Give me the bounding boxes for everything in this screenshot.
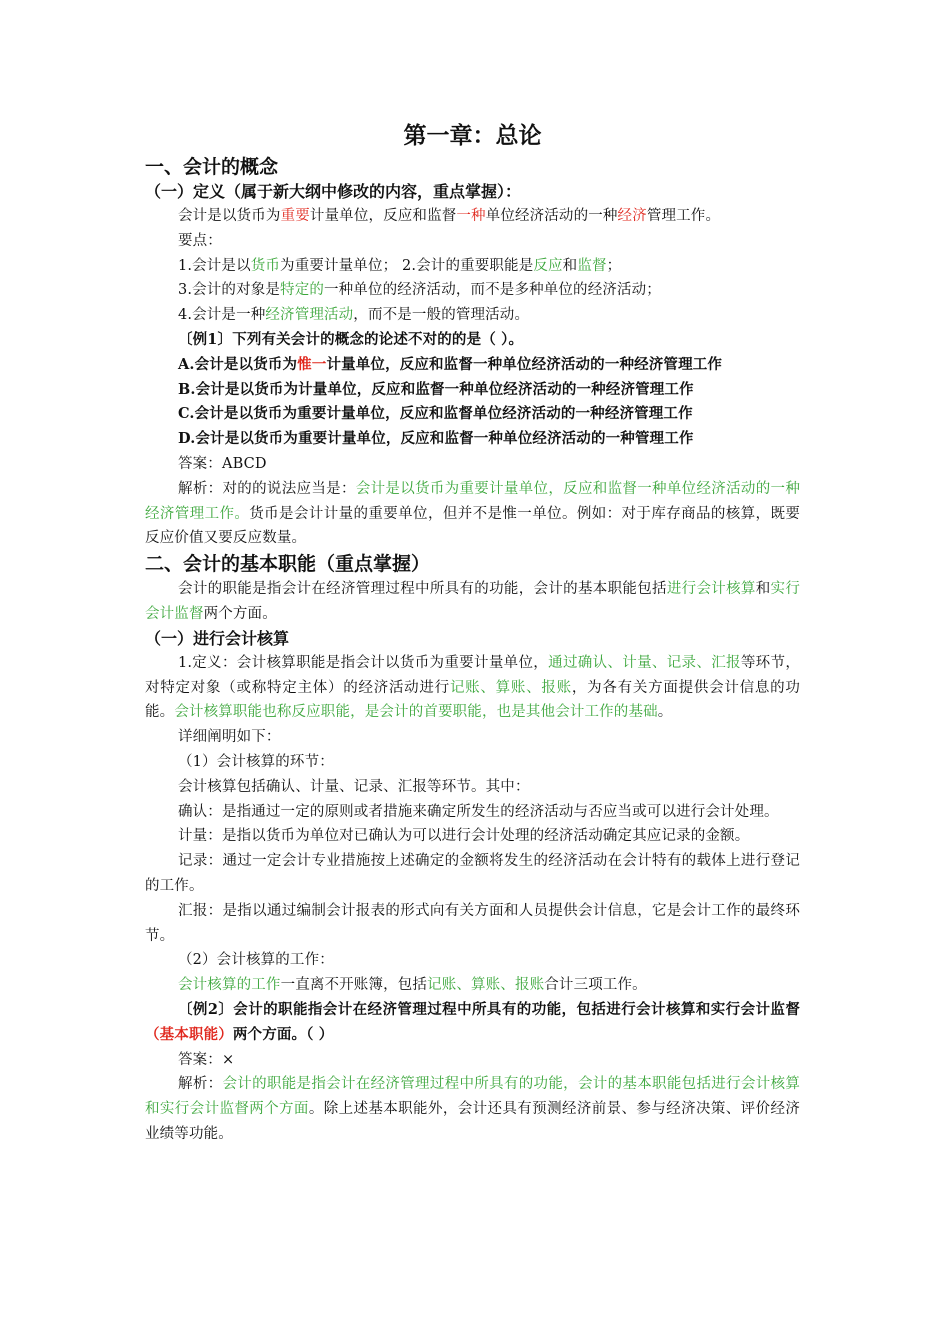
example-1-option-c: C.会计是以货币为重要计量单位，反应和监督单位经济活动的一种经济管理工作 — [178, 405, 693, 423]
points-label: 要点： — [178, 232, 222, 249]
subsection-heading-accounting: （一）进行会计核算 — [145, 628, 290, 648]
step-2-heading: （2）会计核算的工作： — [178, 952, 334, 969]
detail-label: 详细阐明如下： — [178, 729, 281, 746]
functions-intro: 会计的职能是指会计在经济管理过程中所具有的功能，会计的基本职能包括进行会计核算和实行会计监督两个方面。 — [145, 581, 801, 622]
point-1-2: 1.会计是以货币为重要计量单位； 2.会计的重要职能是反应和监督； — [178, 257, 622, 274]
chapter-title: 第一章：总论 — [403, 122, 542, 149]
section-heading-functions: 二、会计的基本职能（重点掌握） — [145, 553, 431, 576]
step-report: 汇报：是指以通过编制会计报表的形式向有关方面和人员提供会计信息，它是会计工作的最终环节。 — [145, 902, 800, 944]
example-1-question: 〔例1〕下列有关会计的概念的论述不对的的是（ ）。 — [178, 330, 524, 348]
point-4: 4.会计是一种经济管理活动，而不是一般的管理活动。 — [178, 307, 530, 324]
example-1-answer: 答案：ABCD — [178, 455, 267, 472]
example-1-option-d: D.会计是以货币为重要计量单位，反应和监督一种单位经济活动的一种管理工作 — [178, 430, 694, 448]
definition-paragraph: 会计是以货币为重要计量单位，反应和监督一种单位经济活动的一种经济管理工作。 — [178, 208, 721, 224]
example-2-analysis: 解析：会计的职能是指会计在经济管理过程中所具有的功能，会计的基本职能包括进行会计核算和实行会计监督两个方面。除上述基本职能外，会计还具有预测经济前景、参与经济决策、评价经济业绩等功能。 — [145, 1076, 800, 1142]
accounting-work: 会计核算的工作一直离不开账簿，包括记账、算账、报账合计三项工作。 — [178, 977, 647, 994]
steps-intro: 会计核算包括确认、计量、记录、汇报等环节。其中： — [178, 778, 530, 795]
example-1-analysis: 解析：对的的说法应当是：会计是以货币为重要计量单位，反应和监督一种单位经济活动的一种经济管理工作。货币是会计计量的重要单位，但并不是惟一单位。例如：对于库存商品的核算，既要反应价值又要反应数量。 — [145, 480, 800, 547]
accounting-definition: 1.定义：会计核算职能是指会计以货币为重要计量单位，通过确认、计量、记录、汇报等环节，对特定对象（或称特定主体）的经济活动进行记账、算账、报账，为各有关方面提供会计信息的功能。会计核算职能也称反应职能，是会计的首要职能，也是其他会计工作的基础。 — [145, 654, 801, 721]
example-2-question: 〔例2〕会计的职能指会计在经济管理过程中所具有的功能，包括进行会计核算和实行会计监督（基本职能）两个方面。（ ） — [145, 1000, 800, 1043]
section-heading-concept: 一、会计的概念 — [145, 156, 279, 178]
subsection-heading-definition: （一）定义（属于新大纲中修改的内容，重点掌握）： — [145, 182, 522, 201]
step-record: 记录：通过一定会计专业措施按上述确定的金额将发生的经济活动在会计特有的载体上进行登记的工作。 — [145, 853, 800, 894]
example-2-answer: 答案：× — [178, 1051, 235, 1068]
example-1-option-a: A.会计是以货币为惟一计量单位，反应和监督一种单位经济活动的一种经济管理工作 — [178, 355, 723, 373]
step-measure: 计量：是指以货币为单位对已确认为可以进行会计处理的经济活动确定其应记录的金额。 — [178, 828, 750, 845]
document-page — [145, 120, 800, 1147]
example-1-option-b: B.会计是以货币为计量单位，反应和监督一种单位经济活动的一种经济管理工作 — [178, 380, 694, 398]
step-confirm: 确认：是指通过一定的原则或者措施来确定所发生的经济活动与否应当或可以进行会计处理。 — [178, 803, 779, 820]
point-3: 3.会计的对象是特定的一种单位的经济活动，而不是多种单位的经济活动； — [178, 282, 661, 299]
step-1-heading: （1）会计核算的环节： — [178, 753, 334, 770]
